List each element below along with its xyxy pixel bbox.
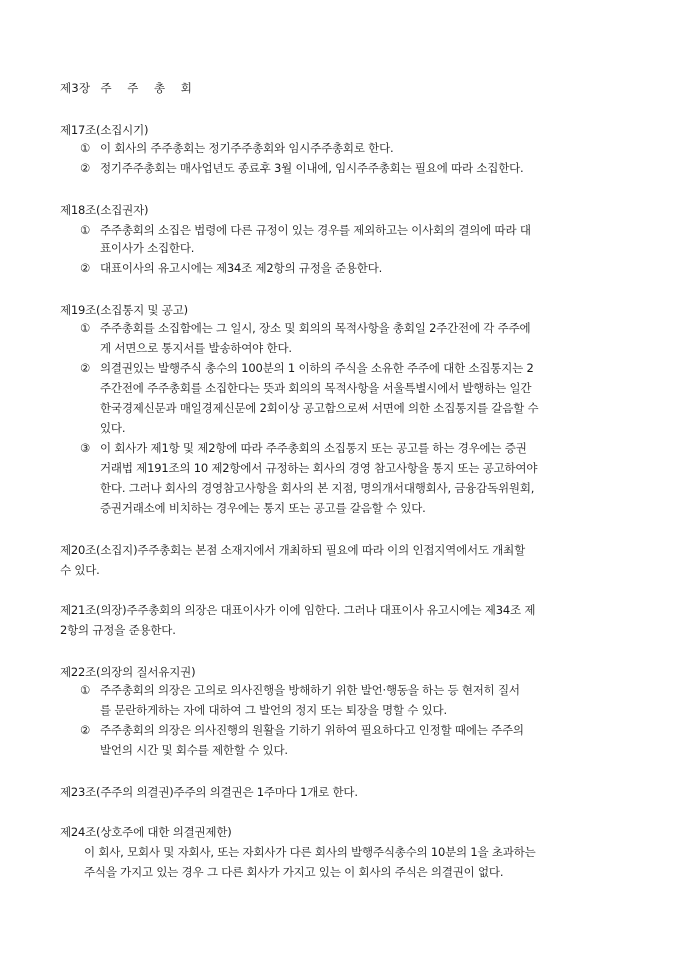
article-19-heading: 제19조(소집통지 및 공고) <box>60 303 188 317</box>
article-18-item-2 <box>80 260 382 276</box>
article-17-heading: 제17조(소집시기) <box>60 123 149 137</box>
article-19-item-2 <box>80 360 534 376</box>
article-19-item-3-cont-1: 거래법 제191조의 10 제2항에서 규정하는 회사의 경영 참고사항을 통지 또는 공고하여야 <box>100 461 538 475</box>
item-text: 정기주주총회는 매사업년도 종료후 3월 이내에, 임시주주총회는 필요에 따라 소집한다. <box>100 161 524 175</box>
article-20-line-2: 수 있다. <box>60 563 100 577</box>
article-24-line-1: 이 회사, 모회사 및 자회사, 또는 자회사가 다른 회사의 발행주식총수의 10분의 1을 초과하는 <box>84 845 536 859</box>
article-22-item-1-cont: 를 문란하게하는 자에 대하여 그 발언의 정지 또는 퇴장을 명할 수 있다. <box>100 703 447 717</box>
article-22-item-2 <box>80 722 524 738</box>
article-19-item-2-cont-3: 있다. <box>100 421 126 435</box>
item-number: ② <box>80 161 91 175</box>
item-text: 주주총회를 소집함에는 그 일시, 장소 및 회의의 목적사항을 총회일 2주간전에 각 주주에 <box>100 321 531 335</box>
article-19-item-3 <box>80 440 527 456</box>
item-number: ① <box>80 141 91 155</box>
chapter-title: 주 주 총 회 <box>100 81 198 95</box>
item-number: ① <box>80 223 91 237</box>
item-text: 주주총회의 의장은 의사진행의 원활을 기하기 위하여 필요하다고 인정할 때에는 주주의 <box>100 723 524 737</box>
chapter-heading <box>60 80 198 96</box>
article-21-line-2: 2항의 규정을 준용한다. <box>60 623 176 637</box>
article-19-item-1 <box>80 320 530 336</box>
chapter-label: 제3장 <box>60 81 91 95</box>
article-19-item-1-cont: 게 서면으로 통지서를 발송하여야 한다. <box>100 341 292 355</box>
item-number: ① <box>80 321 91 335</box>
article-22-heading: 제22조(의장의 질서유지권) <box>60 665 196 679</box>
article-19-item-3-cont-2: 한다. 그러나 회사의 경영참고사항을 회사의 본 지점, 명의개서대행회사, 금융감독위원회, <box>100 481 535 495</box>
article-17-item-1 <box>80 140 393 156</box>
item-number: ② <box>80 261 91 275</box>
article-20-line-1: 제20조(소집지)주주총회는 본점 소재지에서 개최하되 필요에 따라 이의 인접지역에서도 개최할 <box>60 543 525 557</box>
item-text: 이 회사가 제1항 및 제2항에 따라 주주총회의 소집통지 또는 공고를 하는 경우에는 증권 <box>100 441 527 455</box>
article-18-item-1-cont: 표이사가 소집한다. <box>100 241 195 255</box>
article-19-item-2-cont-2: 한국경제신문과 매일경제신문에 2회이상 공고함으로써 서면에 의한 소집통지를 갈음할 수 <box>100 401 539 415</box>
article-18-heading: 제18조(소집권자) <box>60 203 149 217</box>
item-number: ② <box>80 361 91 375</box>
item-number: ① <box>80 683 91 697</box>
item-text: 이 회사의 주주총회는 정기주주총회와 임시주주총회로 한다. <box>100 141 394 155</box>
article-22-item-1 <box>80 682 520 698</box>
article-17-item-2 <box>80 160 523 176</box>
article-18-item-1 <box>80 222 531 238</box>
article-21-line-1: 제21조(의장)주주총회의 의장은 대표이사가 이에 임한다. 그러나 대표이사 유고시에는 제34조 제 <box>60 603 536 617</box>
item-number: ③ <box>80 441 91 455</box>
item-text: 주주총회의 소집은 법령에 다른 규정이 있는 경우를 제외하고는 이사회의 결의에 따라 대 <box>100 223 531 237</box>
article-19-item-3-cont-3: 증권거래소에 비치하는 경우에는 통지 또는 공고를 갈음할 수 있다. <box>100 501 426 515</box>
article-23: 제23조(주주의 의결권)주주의 의결권은 1주마다 1개로 한다. <box>60 785 358 799</box>
article-24-line-2: 주식을 가지고 있는 경우 그 다른 회사가 가지고 있는 이 회사의 주식은 의결권이 없다. <box>84 865 504 879</box>
item-text: 대표이사의 유고시에는 제34조 제2항의 규정을 준용한다. <box>100 261 383 275</box>
article-24-heading: 제24조(상호주에 대한 의결권제한) <box>60 825 232 839</box>
item-text: 의결권있는 발행주식 총수의 100분의 1 이하의 주식을 소유한 주주에 대한 소집통지는 2 <box>100 361 534 375</box>
article-22-item-2-cont: 발언의 시간 및 회수를 제한할 수 있다. <box>100 743 288 757</box>
article-19-item-2-cont-1: 주간전에 주주총회를 소집한다는 뜻과 회의의 목적사항을 서울특별시에서 발행하는 일간 <box>100 381 532 395</box>
item-text: 주주총회의 의장은 고의로 의사진행을 방해하기 위한 발언·행동을 하는 등 현저히 질서 <box>100 683 520 697</box>
item-number: ② <box>80 723 91 737</box>
